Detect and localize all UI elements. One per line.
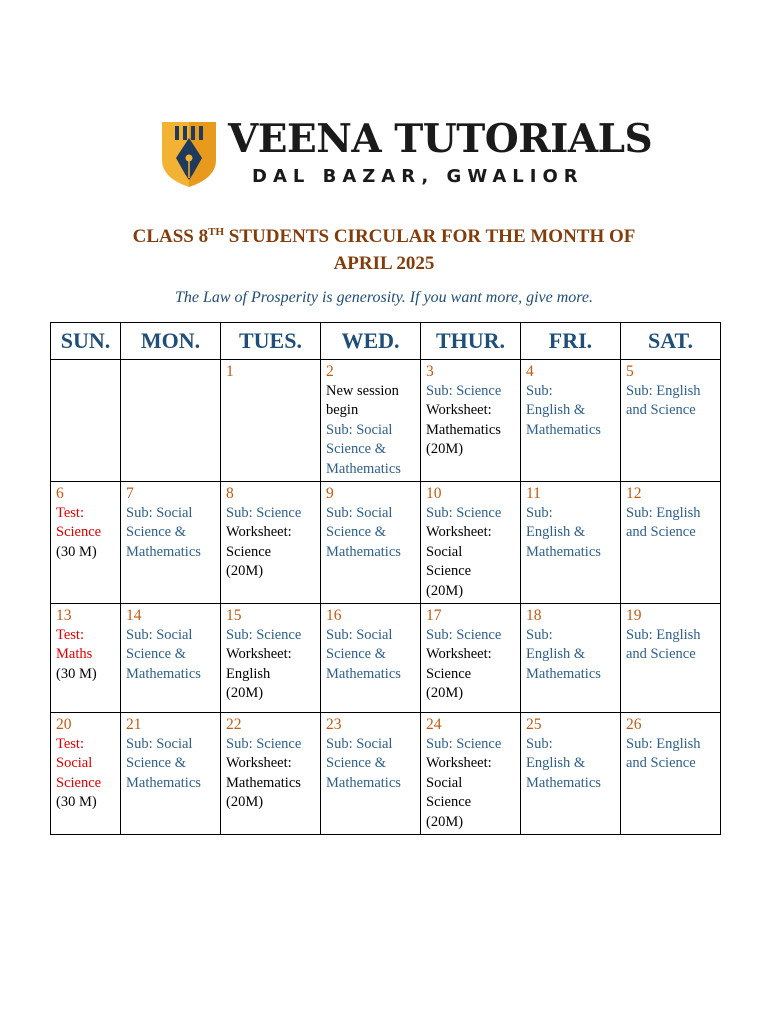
subject-text: Mathematics bbox=[326, 460, 401, 477]
day-cell bbox=[51, 482, 121, 604]
day-cell bbox=[421, 360, 521, 482]
date-number: 20 bbox=[56, 716, 72, 733]
subject-text: Sub: Science bbox=[226, 735, 302, 752]
day-cell bbox=[51, 713, 121, 835]
day-cell bbox=[621, 482, 721, 604]
subject-text: English & bbox=[526, 646, 586, 662]
subject-text: English & bbox=[526, 755, 586, 771]
subject-text: Sub: English bbox=[626, 626, 701, 643]
worksheet-text: Science bbox=[426, 665, 472, 682]
subject-text: Mathematics bbox=[526, 665, 601, 682]
subject-text: and Science bbox=[626, 646, 696, 662]
date-number: 21 bbox=[126, 716, 142, 733]
test-text: Test: bbox=[56, 626, 84, 643]
subject-text: Mathematics bbox=[326, 543, 401, 560]
date-number: 12 bbox=[626, 485, 642, 502]
weekday-header: MON. bbox=[121, 323, 221, 360]
day-cell bbox=[521, 713, 621, 835]
weekday-header: TUES. bbox=[221, 323, 321, 360]
subject-text: Science & bbox=[126, 646, 186, 662]
day-cell bbox=[321, 482, 421, 604]
brand-name: VEENA TUTORIALS bbox=[228, 116, 653, 162]
worksheet-text: (20M) bbox=[226, 685, 264, 701]
worksheet-text: English bbox=[226, 665, 271, 682]
subject-text: Sub: English bbox=[626, 504, 701, 521]
worksheet-text: Social bbox=[426, 774, 463, 791]
day-cell bbox=[621, 604, 721, 713]
weekday-header: SUN. bbox=[51, 323, 121, 360]
subject-text: Sub: English bbox=[626, 382, 701, 399]
date-number: 19 bbox=[626, 607, 642, 624]
brand-location: DAL BAZAR, GWALIOR bbox=[252, 166, 584, 187]
date-number: 26 bbox=[626, 716, 642, 733]
subject-text: Mathematics bbox=[526, 774, 601, 791]
worksheet-text: Science bbox=[426, 794, 472, 810]
date-number: 17 bbox=[426, 607, 442, 624]
subject-text: Sub: Social bbox=[126, 735, 193, 752]
subject-text: Sub: Social bbox=[326, 626, 393, 643]
worksheet-text: (30 M) bbox=[56, 794, 97, 810]
subject-text: Sub: Science bbox=[426, 382, 502, 399]
test-text: Test: bbox=[56, 735, 84, 752]
day-cell bbox=[621, 360, 721, 482]
subject-text: and Science bbox=[626, 524, 696, 540]
worksheet-text: begin bbox=[326, 402, 359, 418]
motto-quote: The Law of Prosperity is generosity. If you want more, give more. bbox=[174, 289, 594, 306]
test-text: Test: bbox=[56, 504, 84, 521]
date-number: 9 bbox=[326, 485, 334, 502]
week-row bbox=[51, 482, 721, 604]
test-text: Social bbox=[56, 755, 93, 771]
date-number: 2 bbox=[326, 363, 334, 380]
circular-title bbox=[0, 226, 768, 248]
weekday-header: SAT. bbox=[621, 323, 721, 360]
day-cell bbox=[121, 360, 221, 482]
subject-text: Mathematics bbox=[126, 665, 201, 682]
subject-text: Science & bbox=[326, 755, 386, 771]
subject-text: Sub: bbox=[526, 626, 553, 643]
week-row bbox=[51, 360, 721, 482]
date-number: 14 bbox=[126, 607, 142, 624]
subject-text: Mathematics bbox=[326, 665, 401, 682]
week-row bbox=[51, 713, 721, 835]
day-cell bbox=[321, 360, 421, 482]
subject-text: Sub: bbox=[526, 382, 553, 399]
subject-text: Sub: Social bbox=[326, 735, 393, 752]
title-rest: STUDENTS CIRCULAR FOR THE MONTH OF bbox=[224, 226, 636, 247]
day-cell bbox=[421, 482, 521, 604]
subject-text: Sub: Social bbox=[126, 626, 193, 643]
day-cell bbox=[621, 713, 721, 835]
worksheet-text: (20M) bbox=[426, 685, 464, 701]
subject-text: Science & bbox=[326, 646, 386, 662]
date-number: 23 bbox=[326, 716, 342, 733]
worksheet-text: Science bbox=[226, 543, 272, 560]
subject-text: Sub: Social bbox=[126, 504, 193, 521]
worksheet-text: (20M) bbox=[226, 563, 264, 579]
worksheet-text: Worksheet: bbox=[226, 524, 292, 540]
worksheet-text: (20M) bbox=[426, 813, 464, 830]
day-cell bbox=[51, 604, 121, 713]
subject-text: Sub: bbox=[526, 735, 553, 752]
date-number: 6 bbox=[56, 485, 64, 502]
weekday-header-row bbox=[51, 323, 721, 360]
date-number: 5 bbox=[626, 363, 634, 380]
test-text: Science bbox=[56, 524, 102, 540]
subject-text: Science & bbox=[126, 524, 186, 540]
weekday-header: WED. bbox=[321, 323, 421, 360]
day-cell bbox=[121, 713, 221, 835]
day-cell bbox=[121, 604, 221, 713]
worksheet-text: New session bbox=[326, 382, 399, 399]
day-cell bbox=[521, 482, 621, 604]
title-class: CLASS 8 bbox=[132, 226, 209, 247]
subject-text: English & bbox=[526, 402, 586, 418]
subject-text: Sub: Science bbox=[426, 735, 502, 752]
day-cell bbox=[51, 360, 121, 482]
date-number: 3 bbox=[426, 363, 434, 380]
worksheet-text: (20M) bbox=[226, 794, 264, 810]
subject-text: Sub: Science bbox=[426, 626, 502, 643]
day-cell bbox=[521, 604, 621, 713]
date-number: 22 bbox=[226, 716, 242, 733]
day-cell bbox=[421, 713, 521, 835]
circular-month: APRIL 2025 bbox=[333, 253, 435, 274]
worksheet-text: (30 M) bbox=[56, 665, 97, 682]
subject-text: Science & bbox=[326, 441, 386, 457]
subject-text: Mathematics bbox=[126, 774, 201, 791]
worksheet-text: (30 M) bbox=[56, 543, 97, 560]
worksheet-text: Worksheet: bbox=[426, 755, 492, 771]
day-cell bbox=[421, 604, 521, 713]
subject-text: Sub: Social bbox=[326, 421, 393, 438]
subject-text: and Science bbox=[626, 402, 696, 418]
date-number: 4 bbox=[526, 363, 534, 380]
subject-text: Sub: English bbox=[626, 735, 701, 752]
date-number: 11 bbox=[526, 485, 541, 502]
pen-nib-shield-icon bbox=[160, 120, 218, 188]
subject-text: Mathematics bbox=[326, 774, 401, 791]
worksheet-text: (20M) bbox=[426, 582, 464, 599]
test-text: Science bbox=[56, 774, 102, 791]
calendar-table bbox=[50, 322, 721, 835]
day-cell bbox=[221, 360, 321, 482]
subject-text: Science & bbox=[126, 755, 186, 771]
date-number: 18 bbox=[526, 607, 542, 624]
day-cell bbox=[321, 713, 421, 835]
date-number: 7 bbox=[126, 485, 134, 502]
worksheet-text: Worksheet: bbox=[426, 524, 492, 540]
worksheet-text: Mathematics bbox=[426, 421, 501, 438]
brand-logo bbox=[160, 116, 653, 192]
subject-text: Sub: Social bbox=[326, 504, 393, 521]
worksheet-text: Social bbox=[426, 543, 463, 560]
test-text: Maths bbox=[56, 646, 93, 662]
day-cell bbox=[221, 482, 321, 604]
date-number: 16 bbox=[326, 607, 342, 624]
subject-text: Science & bbox=[326, 524, 386, 540]
subject-text: Mathematics bbox=[526, 543, 601, 560]
subject-text: Sub: Science bbox=[226, 504, 302, 521]
day-cell bbox=[521, 360, 621, 482]
date-number: 15 bbox=[226, 607, 242, 624]
subject-text: Sub: Science bbox=[226, 626, 302, 643]
worksheet-text: Mathematics bbox=[226, 774, 301, 791]
subject-text: and Science bbox=[626, 755, 696, 771]
date-number: 10 bbox=[426, 485, 442, 502]
day-cell bbox=[221, 713, 321, 835]
day-cell bbox=[221, 604, 321, 713]
subject-text: Sub: Science bbox=[426, 504, 502, 521]
date-number: 24 bbox=[426, 716, 442, 733]
subject-text: Sub: bbox=[526, 504, 553, 521]
subject-text: Mathematics bbox=[526, 421, 601, 438]
weekday-header: THUR. bbox=[421, 323, 521, 360]
worksheet-text: Worksheet: bbox=[226, 646, 292, 662]
date-number: 8 bbox=[226, 485, 234, 502]
worksheet-text: Worksheet: bbox=[426, 646, 492, 662]
date-number: 25 bbox=[526, 716, 542, 733]
title-superscript: TH bbox=[208, 226, 225, 238]
worksheet-text: Worksheet: bbox=[226, 755, 292, 771]
worksheet-text: Science bbox=[426, 563, 472, 579]
date-number: 13 bbox=[56, 607, 72, 624]
weekday-header: FRI. bbox=[521, 323, 621, 360]
day-cell bbox=[321, 604, 421, 713]
date-number: 1 bbox=[226, 363, 234, 380]
day-cell bbox=[121, 482, 221, 604]
worksheet-text: Worksheet: bbox=[426, 402, 492, 418]
worksheet-text: (20M) bbox=[426, 441, 464, 457]
week-row bbox=[51, 604, 721, 713]
subject-text: English & bbox=[526, 524, 586, 540]
subject-text: Mathematics bbox=[126, 543, 201, 560]
